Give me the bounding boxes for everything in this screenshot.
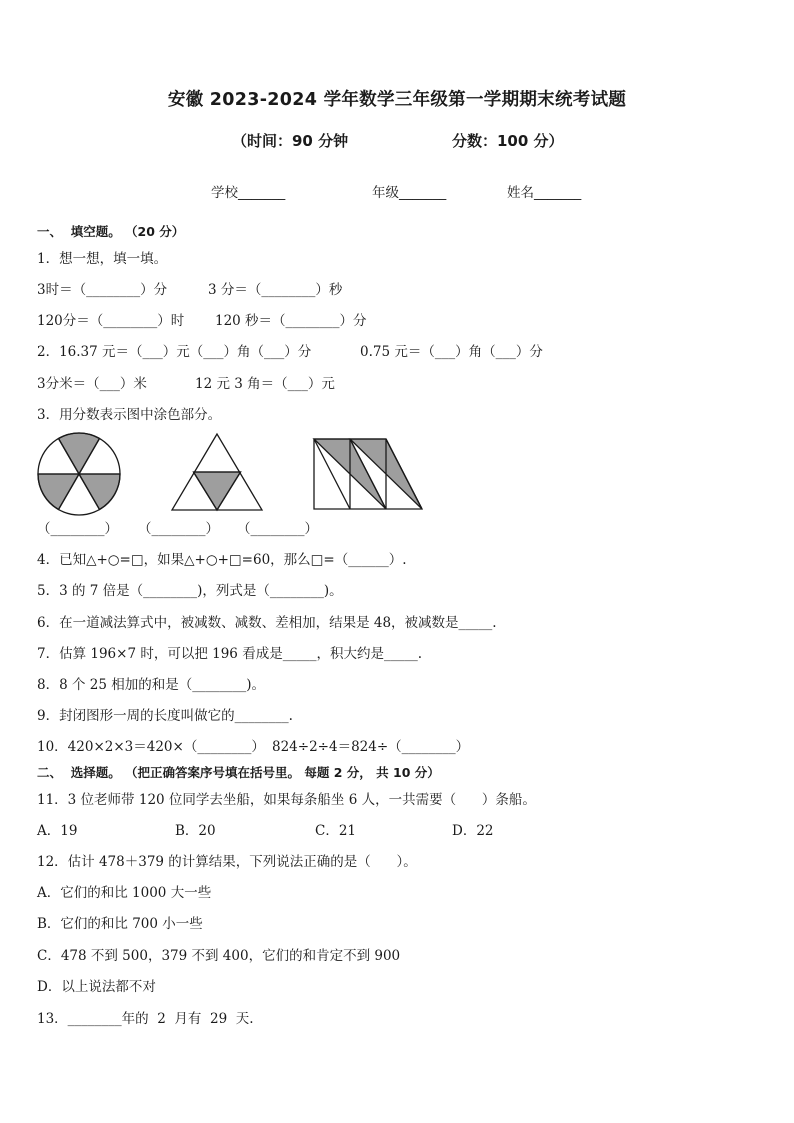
question-1c: 120分＝（________）时 — [37, 313, 185, 329]
question-4: 4．已知△+○=□，如果△+○+□=60，那么□=（______）. — [37, 552, 407, 568]
question-11: 11．3 位老师带 120 位同学去坐船，如果每条船坐 6 人，一共需要（ ）条船。 — [37, 792, 536, 808]
question-11-option-a[interactable]: A．19 — [37, 823, 78, 839]
name-field: 姓名_______ — [507, 185, 582, 201]
question-2c: 3分米＝（___）米 — [37, 376, 147, 392]
question-10a: 10．420×2×3＝420×（________） — [37, 739, 265, 755]
question-3-blank-1[interactable]: （________） — [37, 521, 118, 537]
exam-time: （时间：90 分钟 — [232, 132, 349, 150]
question-7: 7．估算 196×7 时，可以把 196 看成是_____，积大约是_____. — [37, 646, 422, 662]
parallelogram-figure — [312, 437, 426, 511]
question-6: 6．在一道减法算式中，被减数、减数、差相加，结果是 48，被减数是_____. — [37, 615, 497, 631]
exam-score: 分数：100 分） — [452, 132, 564, 150]
question-1d: 120 秒＝（________）分 — [215, 313, 367, 329]
question-2d: 12 元 3 角＝（___）元 — [195, 376, 335, 392]
triangle-center-shaded — [194, 472, 241, 510]
circle-sector-shaded-top — [59, 433, 100, 474]
question-1b: 3 分＝（________）秒 — [208, 282, 343, 298]
section-1-heading: 一、 填空题。 （20 分） — [37, 224, 185, 239]
question-12-option-c[interactable]: C．478 不到 500，379 不到 400，它们的和肯定不到 900 — [37, 948, 401, 964]
triangle-figure — [170, 432, 266, 512]
circle-sector-shaded-left — [38, 474, 79, 510]
circle-sector-shaded-right — [79, 474, 120, 510]
question-12-option-b[interactable]: B．它们的和比 700 小一些 — [37, 916, 203, 932]
question-3-blank-3[interactable]: （________） — [237, 521, 318, 537]
question-8: 8．8 个 25 相加的和是（________)。 — [37, 677, 265, 693]
question-12-option-d[interactable]: D．以上说法都不对 — [37, 979, 156, 995]
school-field: 学校_______ — [211, 185, 286, 201]
circle-figure — [34, 429, 124, 519]
question-11-option-b[interactable]: B．20 — [175, 823, 216, 839]
question-3: 3．用分数表示图中涂色部分。 — [37, 407, 222, 423]
question-11-option-c[interactable]: C．21 — [315, 823, 357, 839]
question-11-option-d[interactable]: D．22 — [452, 823, 494, 839]
question-3-blank-2[interactable]: （________） — [138, 521, 219, 537]
question-2a: 2．16.37 元＝（___）元（___）角（___）分 — [37, 344, 312, 360]
question-9: 9．封闭图形一周的长度叫做它的________. — [37, 708, 293, 724]
question-1a: 3时＝（________）分 — [37, 282, 168, 298]
question-13: 13．________年的 2 月有 29 天. — [37, 1011, 254, 1027]
question-5: 5．3 的 7 倍是（________)，列式是（________)。 — [37, 583, 343, 599]
grade-field: 年级_______ — [372, 185, 447, 201]
question-10b: 824÷2÷4＝824÷（________） — [272, 739, 470, 755]
section-2-heading: 二、 选择题。 （把正确答案序号填在括号里。 每题 2 分， 共 10 分） — [37, 765, 440, 780]
question-1: 1．想一想，填一填。 — [37, 251, 168, 267]
question-2b: 0.75 元＝（___）角（___）分 — [360, 344, 543, 360]
page-title: 安徽 2023-2024 学年数学三年级第一学期期末统考试题 — [167, 90, 627, 110]
question-12-option-a[interactable]: A．它们的和比 1000 大一些 — [37, 885, 212, 901]
question-12: 12．估计 478＋379 的计算结果，下列说法正确的是（ ）。 — [37, 854, 417, 870]
